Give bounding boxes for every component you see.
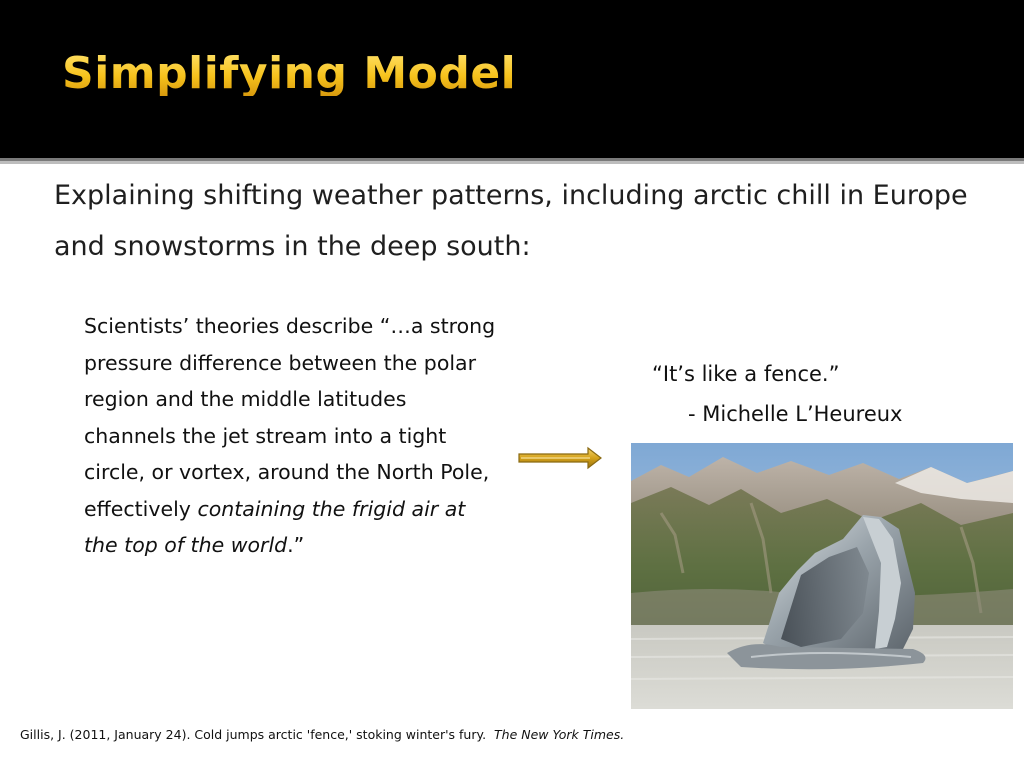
slide-title: Simplifying Model xyxy=(62,48,517,99)
quote-emphasis: containing the frigid air at the top of the world xyxy=(84,496,466,557)
quote-attribution: - Michelle L’Heureux xyxy=(688,402,903,426)
header-divider-light xyxy=(0,161,1024,164)
iceberg-photo xyxy=(631,443,1013,709)
citation-text: Gillis, J. (2011, January 24). Cold jumps arctic 'fence,' stoking winter's fury. xyxy=(20,727,487,742)
quote-closing: .” xyxy=(287,533,305,557)
fence-quote: “It’s like a fence.” xyxy=(652,362,840,386)
quote-intro: Scientists’ theories describe “…a strong pressure difference between the polar region and the middle latitudes channels the jet stream into a tight circle, or vortex, around the North Pole, effectively xyxy=(84,314,496,521)
scientists-quote xyxy=(84,308,504,564)
citation-source: The New York Times. xyxy=(494,727,625,742)
citation xyxy=(20,726,624,744)
right-arrow-icon xyxy=(518,446,602,470)
lead-text: Explaining shifting weather patterns, including arctic chill in Europe and snowstorms in the deep south: xyxy=(54,180,968,262)
